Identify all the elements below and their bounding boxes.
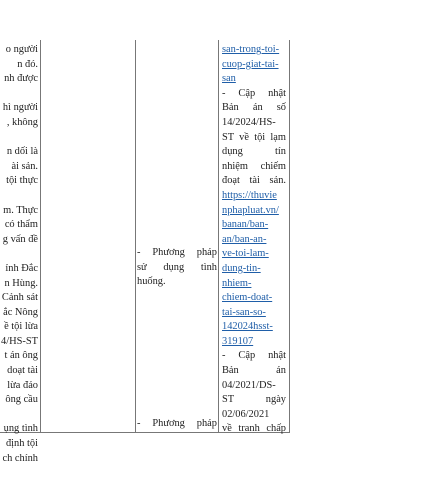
method-text-line: - Phương pháp [137, 247, 217, 258]
text-fragment: doạt tài [7, 365, 38, 377]
text-fragment: t án ông [4, 350, 38, 362]
text-fragment: 4/HS-ST [1, 335, 38, 347]
reference-text-line: - Cập nhật [222, 87, 286, 99]
text-fragment: hì người [2, 102, 38, 114]
text-fragment: ụng tình [3, 423, 38, 435]
reference-link[interactable]: ve-toi-lam- [222, 248, 269, 260]
text-fragment: n đó. [17, 58, 38, 70]
table-border-col4 [289, 40, 290, 433]
text-fragment [0, 131, 38, 146]
method-text-line: huống. [137, 276, 166, 288]
reference-link[interactable]: dung-tin- [222, 262, 261, 274]
text-fragment: Cảnh sát [1, 292, 38, 304]
text-fragment [0, 189, 38, 204]
text-fragment: o người [5, 44, 38, 55]
reference-link[interactable]: 142024hsst- [222, 321, 273, 333]
reference-link[interactable]: san [222, 73, 236, 85]
reference-text-line: 14/2024/HS- [222, 116, 276, 128]
method-cell-2 [137, 417, 217, 432]
reference-link[interactable]: chiem-doat- [222, 292, 273, 304]
text-fragment: n Hùng. [4, 277, 38, 289]
text-fragment: m. Thực [3, 204, 38, 216]
table-border-col1 [40, 40, 41, 433]
reference-text-line: ST ngày [222, 394, 286, 406]
reference-text-line: dụng tín [222, 146, 286, 158]
reference-text-line: 02/06/2021 [222, 408, 270, 420]
reference-link[interactable]: nphapluat.vn/ [222, 204, 279, 216]
text-fragment: , không [6, 116, 38, 128]
text-fragment: ắc Nông [3, 306, 38, 318]
text-fragment [0, 408, 38, 423]
text-fragment: tội thực [6, 175, 38, 187]
reference-text-line: nhiệm chiếm [222, 160, 286, 172]
reference-text-line: về tranh chấp [222, 423, 286, 435]
references-column [222, 43, 286, 437]
reference-link[interactable]: san-trong-toi- [222, 44, 280, 55]
table-border-col2 [135, 40, 136, 433]
reference-link[interactable]: tai-san-so- [222, 306, 266, 318]
text-fragment: định tội [5, 438, 38, 450]
table-border-col3 [218, 40, 219, 433]
text-fragment [0, 87, 38, 102]
reference-text-line: 04/2021/DS- [222, 379, 276, 391]
method-text-line: - Phương pháp [137, 418, 217, 429]
text-fragment: ỉnh Đắc [5, 262, 38, 274]
method-cell-1 [137, 246, 217, 290]
text-fragment: nh được [4, 73, 38, 85]
text-fragment: ề tội lừa [4, 321, 38, 333]
reference-link[interactable]: an/ban-an- [222, 233, 267, 245]
content-column-left [0, 43, 38, 466]
reference-link[interactable]: 319107 [222, 335, 254, 347]
text-fragment: ông cầu [5, 394, 38, 406]
text-fragment [0, 247, 38, 262]
reference-link[interactable]: banan/ban- [222, 219, 269, 231]
text-fragment: ài sản. [11, 160, 38, 172]
reference-link[interactable]: https://thuvie [222, 189, 277, 201]
text-fragment: n dối là [6, 146, 38, 158]
reference-text-line: Bản án số [222, 102, 286, 114]
reference-text-line: - Cập nhật [222, 350, 286, 362]
reference-text-line: đoạt tài sản. [222, 175, 286, 187]
text-fragment: có thẩm [4, 219, 38, 231]
text-fragment: ch chính [2, 452, 38, 464]
reference-link[interactable]: cuop-giat-tai- [222, 58, 279, 70]
reference-link[interactable]: nhiem- [222, 277, 252, 289]
reference-text-line: Bản án [222, 365, 286, 377]
text-fragment: lừa đảo [7, 379, 38, 391]
text-fragment: g vấn đề [2, 233, 38, 245]
reference-text-line: ST về tội lạm [222, 131, 286, 143]
method-text-line: sử dụng tình [137, 261, 217, 273]
